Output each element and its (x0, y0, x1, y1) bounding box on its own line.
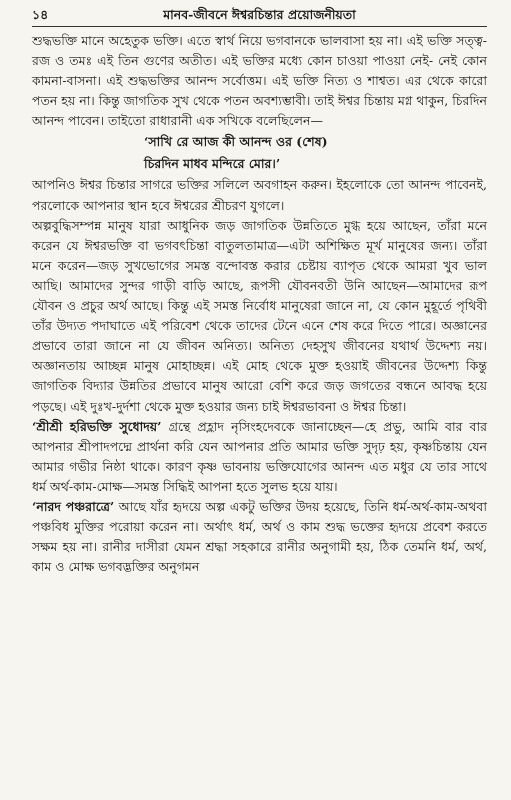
paragraph-3: অল্পবুদ্ধিসম্পন্ন মানুষ যারা আধুনিক জড় জাগতিক উন্নতিতে মুগ্ধ হয়ে আছেন, তাঁরা মনে করেন যে ঈশ্বরভক্তি বা ভগবৎচিন্তা বাতুলতামাত্র—এটা অশিক্ষিত মূর্খ মানুষের জন্য। তাঁরা মনে করেন—জড় সুখভোগের সমস্ত বন্দোবস্ত করার চেষ্টায় ব্যাপৃত থেকে আমরা খুব ভাল আছি। আমাদের সুন্দর গাড়ী বাড়ি আছে, রূপসী যৌবনবতী উনি আছেন—আমাদের রূপ যৌবন ও প্রচুর অর্থ আছে। কিন্তু এই সমস্ত নির্বোধ মানুষেরা জানে না, যে কোন মুহূর্তে পৃথিবী তাঁর উদ্যত পদাঘাতে এই পরিবেশ থেকে তাদের টেনে এনে শেষ করে দিতে পারে। অজ্ঞানের প্রভাবে তারা জানে না যে জীবন অনিত্য। অনিত্য দেহসুখ জীবনের যথার্থ উদ্দেশ্য নয়। অজ্ঞানতায় আচ্ছন্ন মানুষ মোহাচ্ছন্ন। এই মোহ থেকে মুক্ত হওয়াই জীবনের উদ্দেশ্য কিন্তু জাগতিক বিদ্যার উন্নতির প্রভাবে মানুষ আরো বেশি করে জড় জগতের বন্ধনে আবদ্ধ হয়ে পড়ছে। এই দুঃখ-দুর্দশা থেকে মুক্ত হওয়ার জন্য চাই ঈশ্বরভাবনা ও ঈশ্বর চিন্তা। (32, 217, 487, 414)
running-header (32, 6, 487, 27)
paragraph-5 (32, 497, 487, 577)
page-number: ১৪ (32, 7, 49, 22)
paragraph-5-text: আছে যাঁর হৃদয়ে অল্প একটু ভক্তির উদয় হয়েছে, তিনি ধর্ম-অর্থ-কাম-অথবা পঞ্চবিধ মুক্তির পরোয়া করেন না। অর্থাৎ ধর্ম, অর্থ ও কাম শুদ্ধ ভক্তের হৃদয়ে প্রবেশ করতে সক্ষম হয় না। রানীর দাসীরা যেমন শ্রদ্ধা সহকারে রানীর অনুগামী হয়, ঠিক তেমনি ধর্ম, অর্থ, কাম ও মোক্ষ ভগবদ্ভক্তির অনুগমন (32, 498, 487, 575)
paragraph-4-text: গ্রন্থে প্রহ্লাদ নৃসিংহদেবকে জানাচ্ছেন—হে প্রভু, আমি বার বার আপনার শ্রীপাদপদ্মে প্রার্থনা করি যেন আপনার প্রতি আমার ভক্তি সুদৃঢ় হয়, কৃষ্ণচিন্তায় যেন আমার গভীর নিষ্ঠা থাকে। কারণ কৃষ্ণ ভাবনায় ভক্তিযোগের আনন্দ এত মধুর যে তার সাথে ধর্ম অর্থ-কাম-মোক্ষ—সমস্ত সিদ্ধিই আপনা হতে সুলভ হয়ে যায়। (32, 418, 487, 494)
quoted-verse (32, 131, 487, 175)
paragraph-1: শুদ্ধভক্তি মানে অহেতুক ভক্তি। এতে স্বার্থ নিয়ে ভগবানকে ভালবাসা হয় না। এই ভক্তি সত্ত্ব-রজ ও তমঃ এই তিন গুণের অতীত। এই ভক্তির মধ্যে কোন চাওয়া পাওয়া নেই- নেই কোন কামনা-বাসনা। এই শুদ্ধভক্তির আনন্দ সর্বোত্তম। এই ভক্তি নিত্য ও শাশ্বত। এর থেকে কারো পতন হয় না। কিন্তু জাগতিক সুখ থেকে পতন অবশ্যম্ভাবী। তাই ঈশ্বর চিন্তায় মগ্ন থাকুন, চিরদিন আনন্দ পাবেন। তাইতো রাধারানী এক সখিকে বলেছিলেন— (32, 33, 487, 129)
running-title: মানব-জীবনে ঈশ্বরচিন্তার প্রয়োজনীয়তা (163, 7, 356, 22)
paragraph-4 (32, 417, 487, 497)
verse-line-1: ‘সাখি রে আজ কী আনন্দ ওর (শেষ) (144, 134, 328, 150)
paragraph-2: আপনিও ঈশ্বর চিন্তার সাগরে ভক্তির সলিলে অবগাহন করুন। ইহলোকে তো আনন্দ পাবেনই, পরলোকে আপনার স্থান হবে ঈশ্বরের শ্রীচরণ যুগলে। (32, 177, 487, 213)
book-title-narada: ‘নারদ পঞ্চরাত্রে’ (32, 498, 115, 514)
book-title-haribhakti: ‘শ্রীশ্রী হরিভক্তি সুধোদয়’ (32, 418, 162, 434)
verse-line-2: চিরদিন মাধব মন্দিরে মোর।’ (144, 156, 281, 172)
page-body (32, 31, 487, 577)
